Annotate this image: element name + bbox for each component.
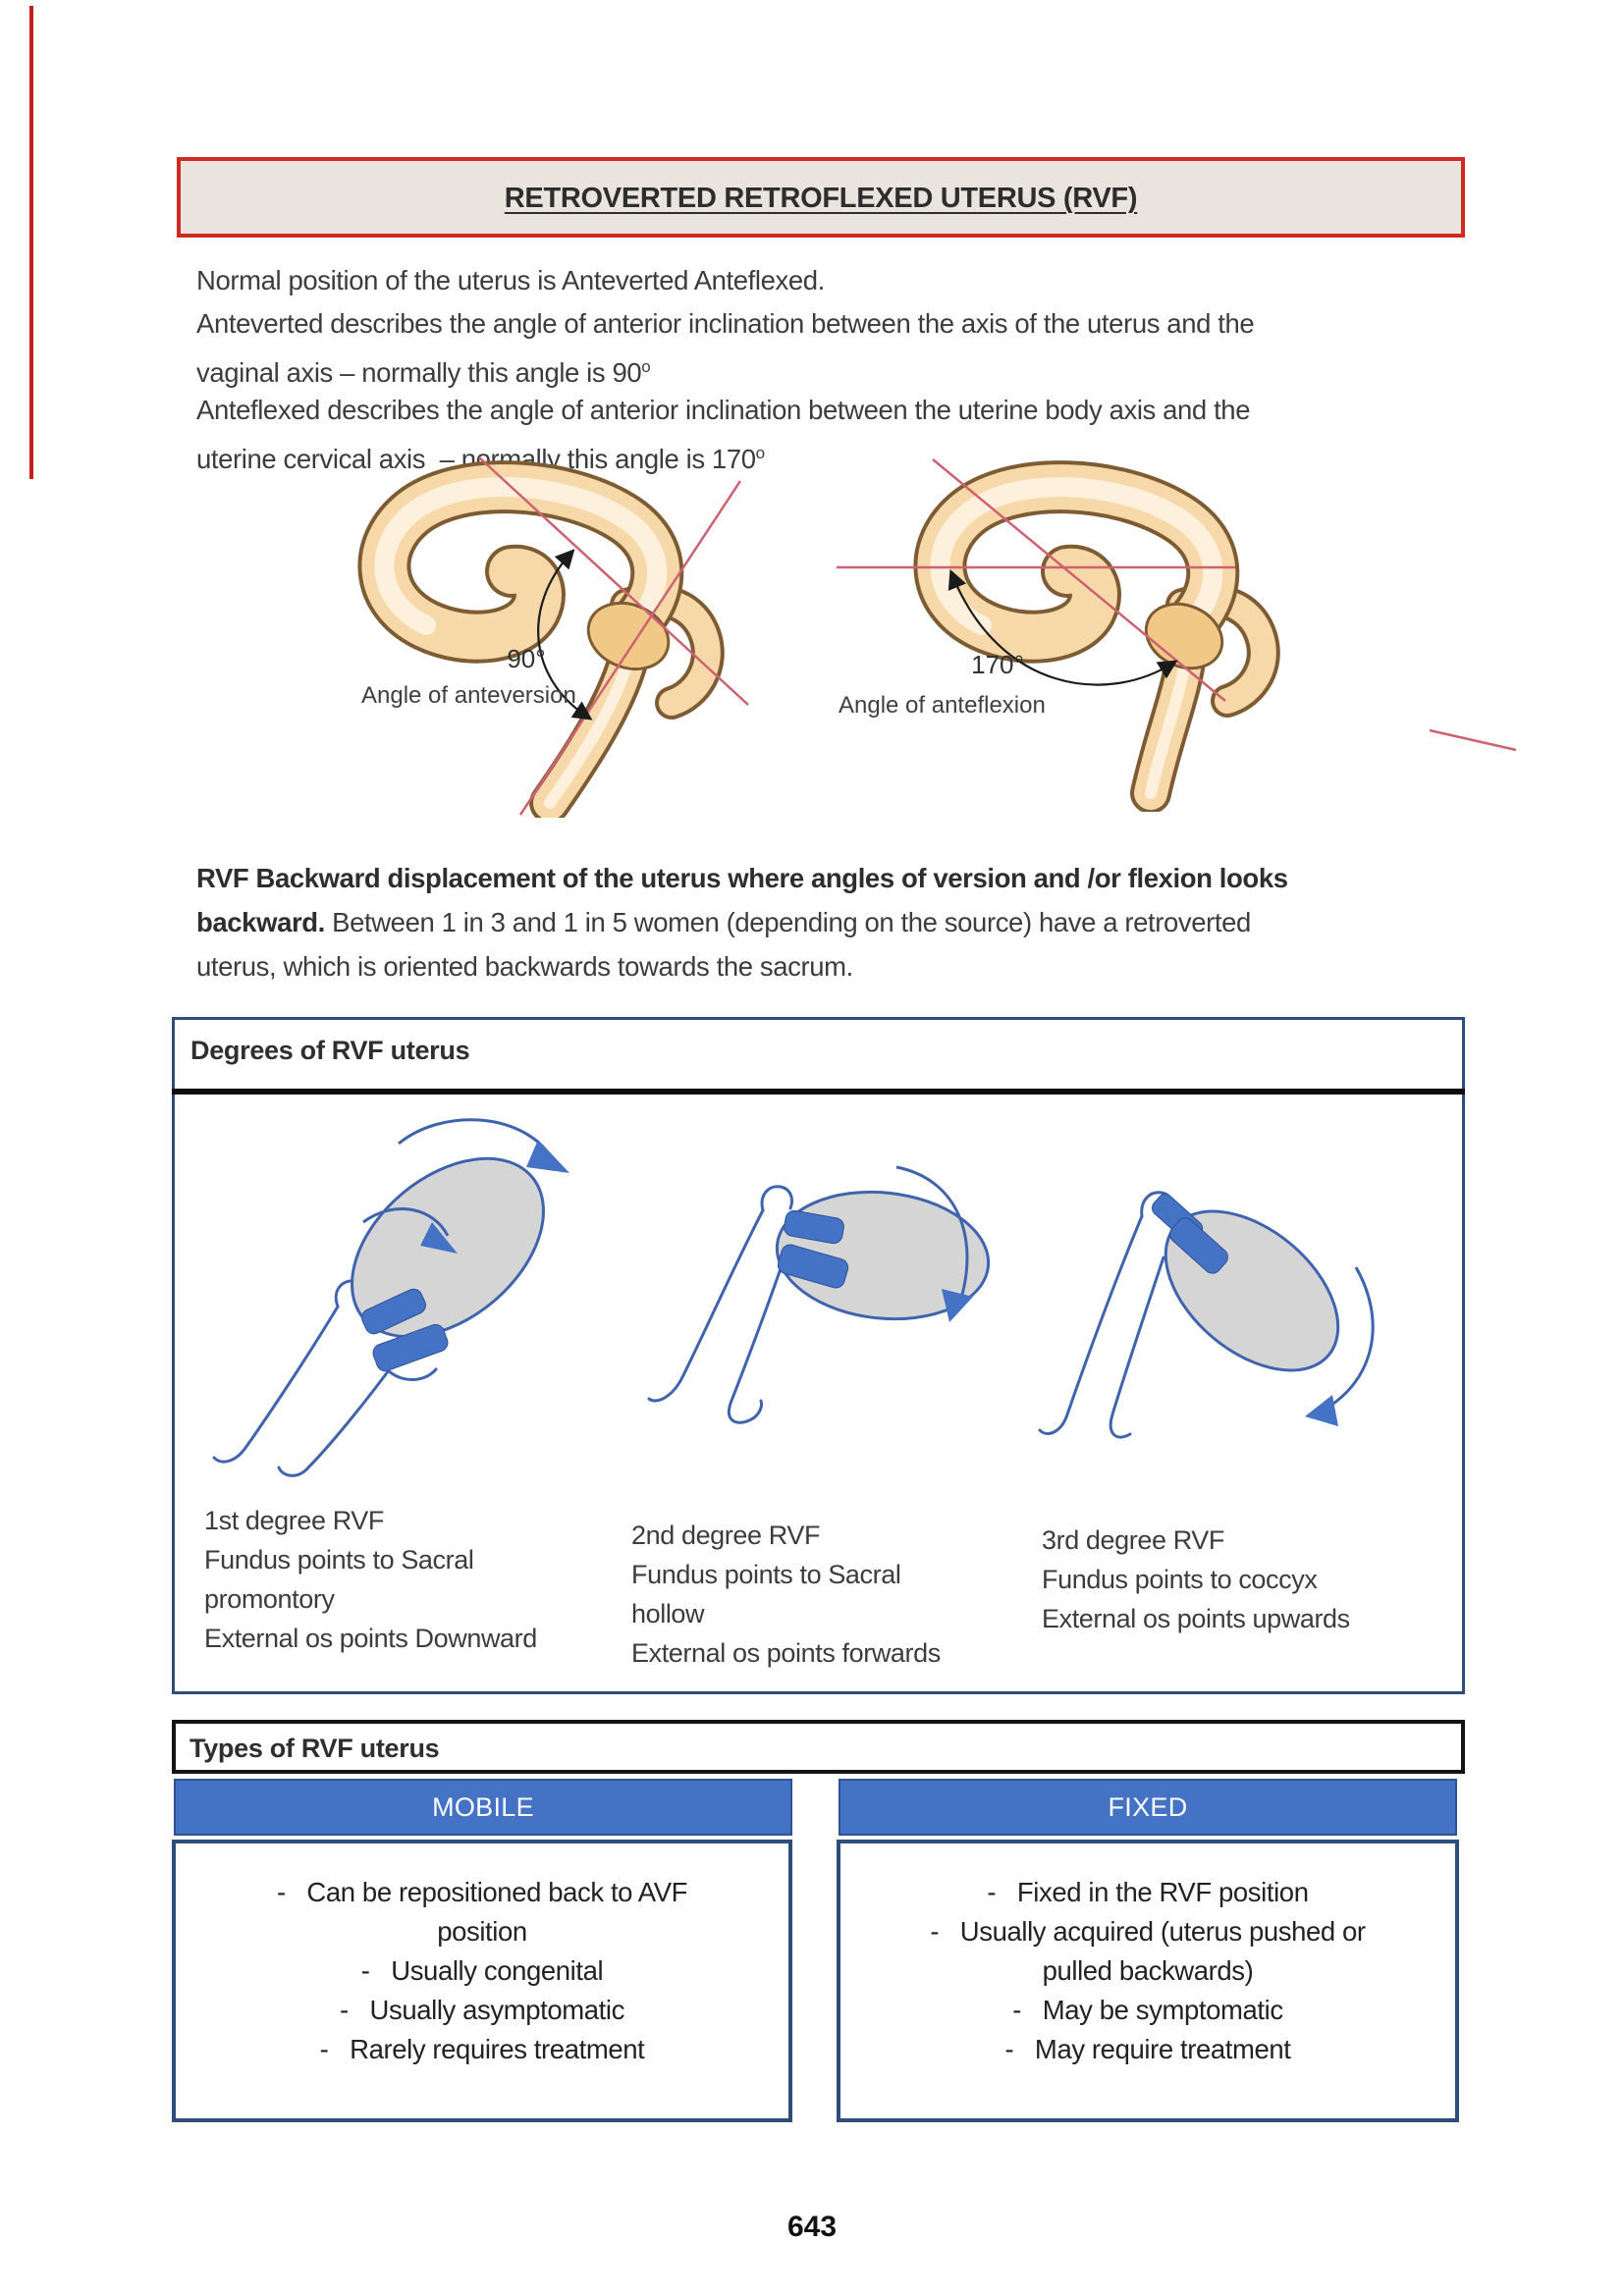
header-divider [172,1089,1465,1095]
title-box [177,157,1465,238]
rvf-line: backward. Between 1 in 3 and 1 in 5 women (depending on the source) have a retroverted [196,907,1251,937]
second-degree-caption: 2nd degree RVF Fundus points to Sacral hollow External os points forwards [631,1521,941,1668]
types-header-box [172,1720,1465,1774]
mobile-item: - Usually congenital [360,1955,604,1986]
vaginal-canal-lines [1040,1193,1173,1437]
types-header: Types of RVF uterus [189,1734,440,1763]
mobile-label: MOBILE [432,1792,534,1822]
first-degree-diagram [194,1102,607,1495]
mobile-item: - Can be repositioned back to AVF [276,1877,688,1907]
intro-paragraph [196,259,1254,475]
anteversion-caption: Angle of anteversion [361,682,576,709]
fixed-item: - May require treatment [1004,2034,1291,2064]
degrees-panel-header: Degrees of RVF uterus [190,1036,470,1065]
anteversion-angle-label: 90° [507,644,546,673]
third-degree-caption: 3rd degree RVF Fundus points to coccyx External os points upwards [1042,1525,1350,1633]
uterus-illustration [384,487,707,803]
degrees-panel [172,1017,1465,1694]
fixed-item: - Usually acquired (uterus pushed or [930,1916,1366,1947]
intro-line: Anteverted describes the angle of anterior inclination between the axis of the uterus and the [196,308,1255,339]
anteflexion-angle-label: 170° [971,650,1024,679]
mobile-item: - Rarely requires treatment [319,2034,645,2064]
vaginal-canal-lines [649,1187,792,1422]
mobile-content-box [172,1840,792,2122]
intro-line: uterine cervical axis – normally this angle is 170$^o$ [196,444,765,475]
fixed-label: FIXED [1108,1792,1188,1822]
mobile-column-header [174,1779,792,1836]
first-degree-caption: 1st degree RVF Fundus points to Sacral promontory External os points Downward [204,1506,537,1653]
rvf-paragraph [196,856,1288,988]
intro-line: vaginal axis – normally this angle is 90$^o$ [196,357,651,389]
intro-line: Normal position of the uterus is Anteverted Anteflexed. [196,265,825,295]
left-margin-red-line [29,6,33,479]
mobile-item: - Usually asymptomatic [340,1995,624,2025]
anteversion-figure [236,450,825,818]
intro-line: Anteflexed describes the angle of anterior inclination between the uterine body axis and the [196,395,1251,425]
uterus-illustration [940,487,1263,793]
page-number: 643 [786,2211,838,2243]
rvf-line: RVF Backward displacement of the uterus where angles of version and /or flexion looks [196,863,1288,893]
fixed-content-box [837,1840,1459,2122]
anteflexion-caption: Angle of anteflexion [839,692,1046,719]
rvf-line: uterus, which is oriented backwards towards the sacrum. [196,951,853,982]
fixed-column-header [839,1779,1457,1836]
second-degree-diagram [612,1112,1044,1505]
mobile-item: position [437,1916,527,1947]
anteflexion-figure [835,444,1522,812]
fixed-item: - May be symptomatic [1012,1995,1283,2025]
third-degree-diagram [1024,1122,1436,1505]
fixed-item: pulled backwards) [1042,1955,1254,1986]
fixed-item: - Fixed in the RVF position [987,1877,1309,1907]
page-title: RETROVERTED RETROFLEXED UTERUS (RVF) [504,183,1138,214]
